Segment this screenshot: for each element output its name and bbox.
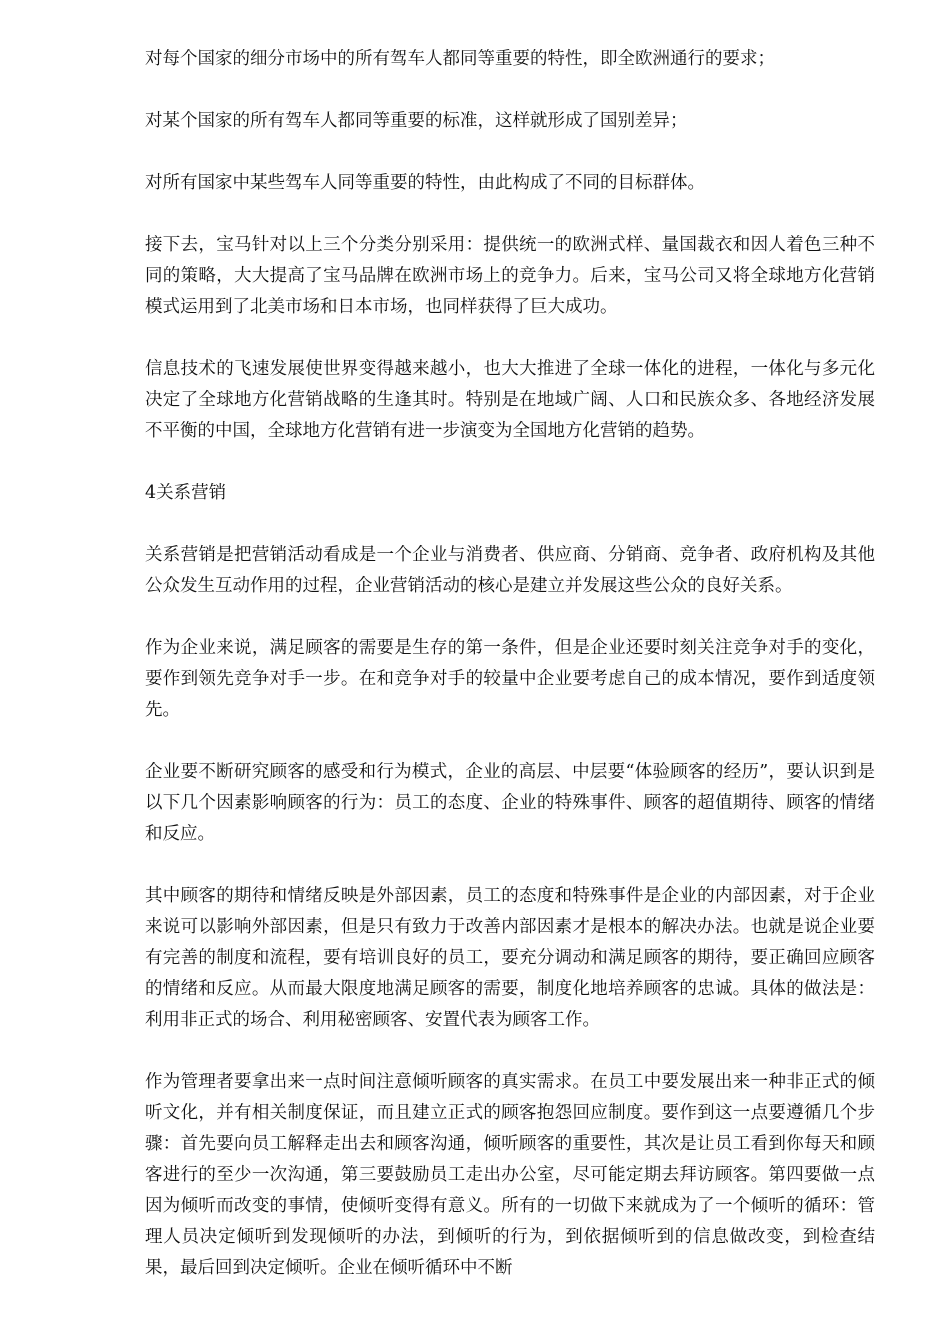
paragraph-listening-cycle: 作为管理者要拿出来一点时间注意倾听顾客的真实需求。在员工中要发展出来一种非正式的倾听文化，并有相关制度保证，而且建立正式的顾客抱怨回应制度。要作到这一点要遵循几个步骤：首先要向员工解释走出去和顾客沟通，倾听顾客的重要性，其次是让员工看到你每天和顾客进行的至少一次沟通，第三要鼓励员工走出办公室，尽可能定期去拜访顾客。第四要做一点因为倾听而改变的事情，使倾听变得有意义。所有的一切做下来就成为了一个倾听的循环：管理人员决定倾听到发现倾听的办法，到倾听的行为，到依据倾听到的信息做改变，到检查结果，最后回到决定倾听。企业在倾听循环中不断 — [145, 1072, 875, 1278]
paragraph-relationship-definition: 关系营销是把营销活动看成是一个企业与消费者、供应商、分销商、竞争者、政府机构及其他公众发生互动作用的过程，企业营销活动的核心是建立并发展这些公众的良好关系。 — [145, 545, 875, 596]
paragraph-national-difference: 对某个国家的所有驾车人都同等重要的标准，这样就形成了国别差异； — [145, 111, 688, 131]
paragraph-europe-requirement: 对每个国家的细分市场中的所有驾车人都同等重要的特性，即全欧洲通行的要求； — [145, 49, 775, 69]
paragraph-internal-external-factors: 其中顾客的期待和情绪反映是外部因素，员工的态度和特殊事件是企业的内部因素，对于企业来说可以影响外部因素，但是只有致力于改善内部因素才是根本的解决办法。也就是说企业要有完善的制度和流程，要有培训良好的员工，要充分调动和满足顾客的期待，要正确回应顾客的情绪和反应。从而最大限度地满足顾客的需要，制度化地培养顾客的忠诚。具体的做法是：利用非正式的场合、利用秘密顾客、安置代表为顾客工作。 — [145, 886, 875, 1030]
paragraph-bmw-strategy: 接下去，宝马针对以上三个分类分别采用：提供统一的欧洲式样、量国裁衣和因人着色三种不同的策略，大大提高了宝马品牌在欧洲市场上的竞争力。后来，宝马公司又将全球地方化营销模式运用到了北美市场和日本市场，也同样获得了巨大成功。 — [145, 235, 875, 317]
paragraph-target-groups: 对所有国家中某些驾车人同等重要的特性，由此构成了不同的目标群体。 — [145, 173, 705, 193]
section-heading-relationship-marketing: 4关系营销 — [145, 483, 227, 503]
document-page — [145, 44, 875, 1315]
paragraph-globalization: 信息技术的飞速发展使世界变得越来越小，也大大推进了全球一体化的进程，一体化与多元化决定了全球地方化营销战略的生逢其时。特别是在地域广阔、人口和民族众多、各地经济发展不平衡的中国，全球地方化营销有进一步演变为全国地方化营销的趋势。 — [145, 359, 875, 441]
paragraph-competition: 作为企业来说，满足顾客的需要是生存的第一条件，但是企业还要时刻关注竞争对手的变化，要作到领先竞争对手一步。在和竞争对手的较量中企业要考虑自己的成本情况，要作到适度领先。 — [145, 638, 875, 720]
paragraph-customer-behavior: 企业要不断研究顾客的感受和行为模式，企业的高层、中层要“体验顾客的经历”，要认识到是以下几个因素影响顾客的行为：员工的态度、企业的特殊事件、顾客的超值期待、顾客的情绪和反应。 — [145, 762, 875, 844]
